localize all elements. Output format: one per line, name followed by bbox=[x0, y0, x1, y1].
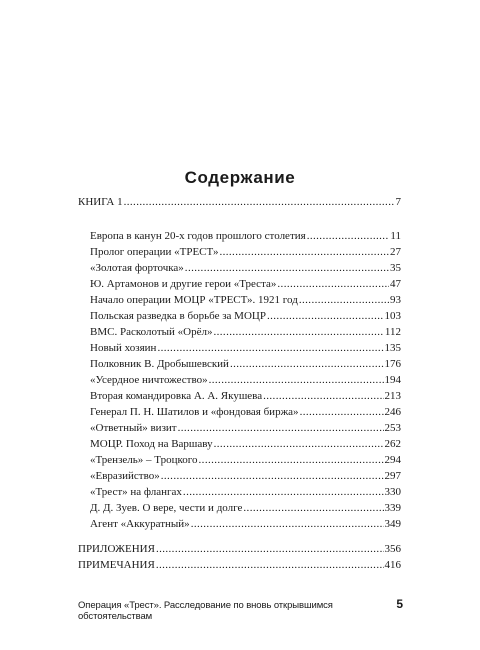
toc-entry-page: 246 bbox=[384, 406, 401, 418]
dot-leader bbox=[219, 245, 389, 259]
toc-entry-page: 330 bbox=[384, 486, 401, 498]
toc-entry-chapter[interactable] bbox=[90, 437, 401, 451]
toc-entry-chapter[interactable] bbox=[90, 277, 401, 291]
toc-entry-chapter[interactable] bbox=[90, 485, 401, 499]
toc-entry-chapter[interactable] bbox=[90, 517, 401, 531]
dot-leader bbox=[299, 293, 389, 307]
toc-entry-label: «Евразийство» bbox=[90, 470, 160, 482]
toc-entry-chapter[interactable] bbox=[90, 325, 401, 339]
dot-leader bbox=[156, 542, 384, 556]
dot-leader bbox=[156, 558, 384, 572]
toc-entry-label: ПРИМЕЧАНИЯ bbox=[78, 559, 155, 571]
toc-entry-label: «Ответный» визит bbox=[90, 422, 177, 434]
toc-entry-page: 176 bbox=[384, 358, 401, 370]
toc-entry-label: ПРИЛОЖЕНИЯ bbox=[78, 543, 155, 555]
toc-entry-page: 93 bbox=[390, 294, 401, 306]
toc-entry-page: 103 bbox=[384, 310, 401, 322]
dot-leader bbox=[178, 421, 384, 435]
toc-entry-page: 112 bbox=[384, 326, 401, 338]
toc-entry-label: Генерал П. Н. Шатилов и «фондовая биржа» bbox=[90, 406, 299, 418]
page-title: Содержание bbox=[184, 168, 296, 187]
toc-entry-label: Ю. Артамонов и другие герои «Треста» bbox=[90, 278, 277, 290]
dot-leader bbox=[214, 437, 384, 451]
toc-entry-label: «Золотая форточка» bbox=[90, 262, 184, 274]
toc-entry-chapter[interactable] bbox=[90, 501, 401, 515]
toc-entry-chapter[interactable] bbox=[90, 453, 401, 467]
toc-entry-label: Д. Д. Зуев. О вере, чести и долге bbox=[90, 502, 243, 514]
toc-entry-page: 213 bbox=[384, 390, 401, 402]
dot-leader bbox=[307, 229, 390, 243]
toc-entry-label: Пролог операции «ТРЕСТ» bbox=[90, 246, 219, 258]
toc-entry-label: ВМС. Расколотый «Орёл» bbox=[90, 326, 213, 338]
page-number: 5 bbox=[396, 597, 403, 611]
toc-entry-label: «Трест» на флангах bbox=[90, 486, 182, 498]
dot-leader bbox=[124, 195, 395, 209]
toc-entry-page: 297 bbox=[384, 470, 401, 482]
toc-entry-book-1[interactable] bbox=[78, 195, 401, 209]
dot-leader bbox=[300, 405, 384, 419]
toc-entry-page: 11 bbox=[390, 230, 401, 242]
toc-entry-page: 194 bbox=[384, 374, 401, 386]
toc-entry-page: 416 bbox=[384, 559, 401, 571]
dot-leader bbox=[183, 485, 384, 499]
dot-leader bbox=[230, 357, 384, 371]
dot-leader bbox=[277, 277, 389, 291]
toc-entry-label: КНИГА 1 bbox=[78, 196, 123, 208]
dot-leader bbox=[185, 261, 389, 275]
dot-leader bbox=[243, 501, 383, 515]
dot-leader bbox=[157, 341, 383, 355]
toc-entry-label: «Усердное ничтожество» bbox=[90, 374, 208, 386]
toc-entry-page: 339 bbox=[384, 502, 401, 514]
toc-entry-chapter[interactable] bbox=[90, 245, 401, 259]
toc-entry-chapter[interactable] bbox=[90, 293, 401, 307]
toc-entry-chapter[interactable] bbox=[90, 229, 401, 243]
toc-entry-page: 356 bbox=[384, 543, 401, 555]
toc-entry-label: Польская разведка в борьбе за МОЦР bbox=[90, 310, 266, 322]
toc-entry-chapter[interactable] bbox=[90, 309, 401, 323]
toc-entry-label: Вторая командировка А. А. Якушева bbox=[90, 390, 263, 402]
toc-entry-label: Полковник В. Дробышевский bbox=[90, 358, 229, 370]
dot-leader bbox=[161, 469, 384, 483]
toc-entry-label: Агент «Аккуратный» bbox=[90, 518, 190, 530]
toc-entry-label: «Трензель» – Троцкого bbox=[90, 454, 198, 466]
dot-leader bbox=[209, 373, 384, 387]
toc-entry-label: Европа в канун 20-х годов прошлого столетия bbox=[90, 230, 306, 242]
dot-leader bbox=[213, 325, 383, 339]
toc-entry-appendices[interactable] bbox=[78, 542, 401, 556]
dot-leader bbox=[267, 309, 384, 323]
dot-leader bbox=[199, 453, 384, 467]
toc-entry-notes[interactable] bbox=[78, 558, 401, 572]
toc-entry-page: 35 bbox=[390, 262, 401, 274]
toc-entry-page: 294 bbox=[384, 454, 401, 466]
toc-entry-page: 47 bbox=[390, 278, 401, 290]
toc-entry-page: 262 bbox=[384, 438, 401, 450]
page-footer bbox=[78, 597, 403, 622]
toc-entry-label: Новый хозяин bbox=[90, 342, 157, 354]
toc-entry-page: 7 bbox=[395, 196, 401, 208]
toc-entry-label: Начало операции МОЦР «ТРЕСТ». 1921 год bbox=[90, 294, 298, 306]
toc-entry-page: 253 bbox=[384, 422, 401, 434]
toc-entry-page: 135 bbox=[384, 342, 401, 354]
dot-leader bbox=[191, 517, 384, 531]
dot-leader bbox=[263, 389, 383, 403]
toc-entry-page: 349 bbox=[384, 518, 401, 530]
toc-entry-chapter[interactable] bbox=[90, 373, 401, 387]
toc-entry-chapter[interactable] bbox=[90, 405, 401, 419]
toc-entry-label: МОЦР. Поход на Варшаву bbox=[90, 438, 213, 450]
toc-entry-chapter[interactable] bbox=[90, 261, 401, 275]
toc-entry-chapter[interactable] bbox=[90, 389, 401, 403]
running-title: Операция «Трест». Расследование по вновь открывшимся обстоятельствам bbox=[78, 600, 333, 622]
toc-entry-page: 27 bbox=[390, 246, 401, 258]
toc-entry-chapter[interactable] bbox=[90, 341, 401, 355]
toc-entry-chapter[interactable] bbox=[90, 421, 401, 435]
toc-entry-chapter[interactable] bbox=[90, 469, 401, 483]
toc-entry-chapter[interactable] bbox=[90, 357, 401, 371]
